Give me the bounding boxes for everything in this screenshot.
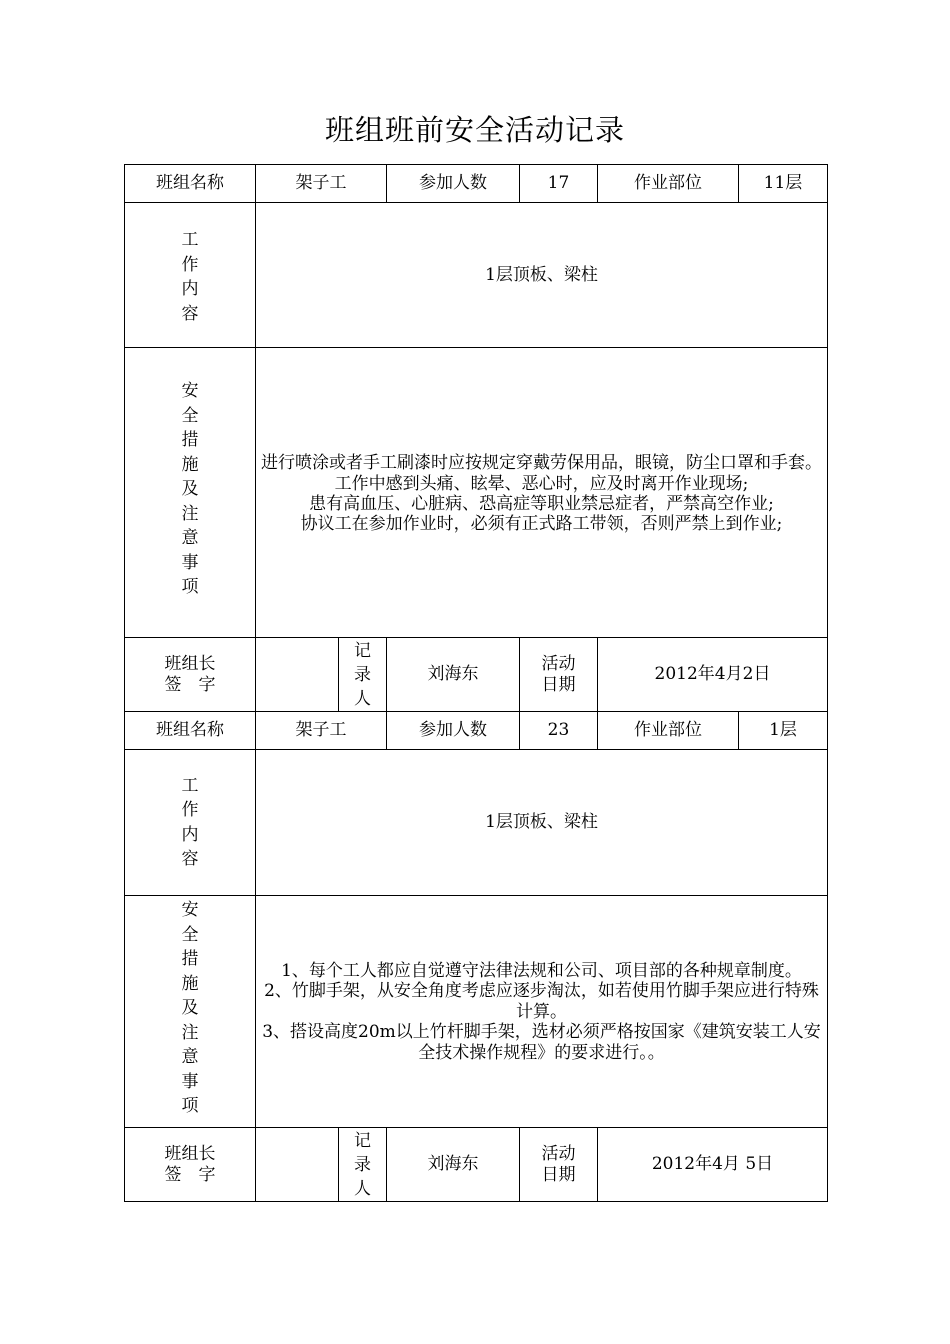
recorder-label: 记录人 xyxy=(339,1128,387,1202)
recorder-label: 记录人 xyxy=(339,638,387,712)
safety-measure-item: 3、搭设高度20m以上竹杆脚手架，选材必须严格按国家《建筑安装工人安全技术操作规程》的要求进行。。 xyxy=(262,1022,821,1063)
record-1-work-content-row xyxy=(125,203,828,348)
leader-signature-value xyxy=(256,1128,339,1202)
leader-signature-value xyxy=(256,638,339,712)
safety-measures-list xyxy=(256,348,828,638)
work-location-label: 作业部位 xyxy=(598,165,739,203)
page-title: 班组班前安全活动记录 xyxy=(324,113,625,147)
safety-measure-item: 2、竹脚手架，从安全角度考虑应逐步淘汰，如若使用竹脚手架应进行特殊计算。 xyxy=(264,981,819,1022)
participants-label: 参加人数 xyxy=(387,165,520,203)
activity-date-label: 活动 日期 xyxy=(520,1128,598,1202)
participants-value: 23 xyxy=(520,712,598,750)
team-name-value: 架子工 xyxy=(256,712,387,750)
team-name-label: 班组名称 xyxy=(125,712,256,750)
safety-measure-item: 1、每个工人都应自觉遵守法律法规和公司、项目部的各种规章制度。 xyxy=(281,961,802,982)
activity-record-table xyxy=(124,164,828,1202)
safety-measures-label: 安全措施及注意事项 xyxy=(125,348,256,638)
recorder-name: 刘海东 xyxy=(387,1128,520,1202)
work-content-value: 1层顶板、梁柱 xyxy=(256,203,828,348)
participants-value: 17 xyxy=(520,165,598,203)
team-name-label: 班组名称 xyxy=(125,165,256,203)
recorder-name: 刘海东 xyxy=(387,638,520,712)
work-location-label: 作业部位 xyxy=(598,712,739,750)
safety-measure-item: 工作中感到头痛、眩晕、恶心时，应及时离开作业现场; xyxy=(334,473,749,494)
record-1-header-row xyxy=(125,165,828,203)
activity-date-label: 活动 日期 xyxy=(520,638,598,712)
team-name-value: 架子工 xyxy=(256,165,387,203)
work-content-value: 1层顶板、梁柱 xyxy=(256,750,828,896)
safety-measures-list xyxy=(256,896,828,1128)
safety-measures-label: 安全措施及注意事项 xyxy=(125,896,256,1128)
record-2-work-content-row xyxy=(125,750,828,896)
record-1-sign-row xyxy=(125,638,828,712)
leader-sign-label: 班组长 签 字 xyxy=(125,1128,256,1202)
record-2-sign-row xyxy=(125,1128,828,1202)
record-2-header-row xyxy=(125,712,828,750)
work-location-value: 11层 xyxy=(739,165,828,203)
record-1-safety-row xyxy=(125,348,828,638)
work-content-label: 工作内容 xyxy=(125,203,256,348)
work-content-label: 工作内容 xyxy=(125,750,256,896)
participants-label: 参加人数 xyxy=(387,712,520,750)
leader-sign-label: 班组长 签 字 xyxy=(125,638,256,712)
work-location-value: 1层 xyxy=(739,712,828,750)
record-2-safety-row xyxy=(125,896,828,1128)
safety-measure-item: 进行喷涂或者手工刷漆时应按规定穿戴劳保用品，眼镜，防尘口罩和手套。 xyxy=(261,453,822,474)
activity-date-value: 2012年4月2日 xyxy=(598,638,828,712)
activity-date-value: 2012年4月 5日 xyxy=(598,1128,828,1202)
safety-measure-item: 患有高血压、心脏病、恐高症等职业禁忌症者，严禁高空作业; xyxy=(309,494,774,514)
safety-measure-item: 协议工在参加作业时，必须有正式路工带领，否则严禁上到作业; xyxy=(300,514,783,535)
